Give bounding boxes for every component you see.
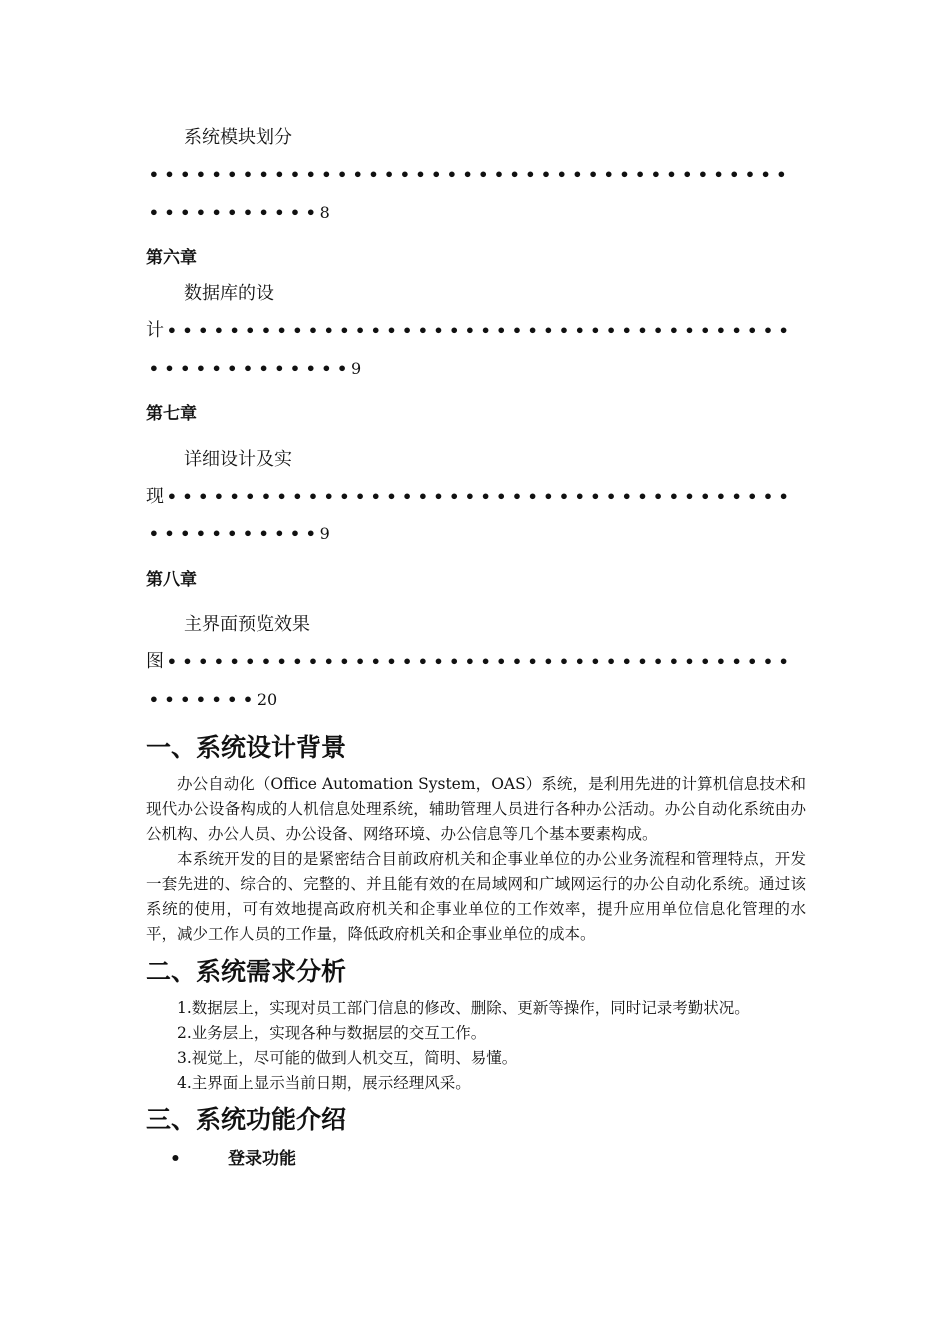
leader-dot: • bbox=[621, 487, 632, 506]
leader-dot: • bbox=[433, 487, 444, 506]
leader-dot: • bbox=[321, 165, 332, 184]
toc-dot-leader bbox=[164, 319, 792, 343]
toc-chapter-label: 第七章 bbox=[146, 404, 197, 424]
toc-leader-line bbox=[146, 650, 792, 674]
leader-dot: • bbox=[274, 165, 285, 184]
leader-dot: • bbox=[762, 487, 774, 506]
leader-dot: • bbox=[637, 321, 648, 340]
toc-dot-leader bbox=[164, 485, 792, 509]
toc-title-continuation: 图 bbox=[146, 651, 164, 672]
leader-dot: • bbox=[229, 652, 240, 671]
leader-dot: • bbox=[431, 165, 442, 184]
leader-dot: • bbox=[684, 487, 695, 506]
leader-dot: • bbox=[574, 487, 585, 506]
requirement-item: 2.业务层上，实现各种与数据层的交互工作。 bbox=[177, 1024, 487, 1042]
leader-dot: • bbox=[574, 321, 585, 340]
leader-dot: • bbox=[211, 524, 222, 543]
leader-dot: • bbox=[731, 487, 742, 506]
leader-dot: • bbox=[511, 321, 523, 340]
leader-dot: • bbox=[260, 652, 272, 671]
leader-dot: • bbox=[605, 487, 617, 506]
toc-title-continuation: 现 bbox=[146, 486, 164, 507]
leader-dot: • bbox=[713, 165, 724, 184]
leader-dot: • bbox=[776, 165, 787, 184]
leader-dot: • bbox=[321, 359, 332, 378]
section-heading-requirements: 二、系统需求分析 bbox=[146, 957, 347, 986]
leader-dot: • bbox=[399, 165, 410, 184]
leader-dot: • bbox=[166, 321, 177, 340]
leader-dot: • bbox=[258, 165, 269, 184]
toc-page-number: 9 bbox=[350, 359, 362, 378]
leader-dot: • bbox=[148, 690, 159, 709]
leader-dot: • bbox=[433, 321, 444, 340]
toc-entry-title: 详细设计及实 bbox=[184, 449, 292, 470]
leader-dot: • bbox=[227, 165, 238, 184]
leader-dot: • bbox=[274, 524, 285, 543]
toc-leader-line-end bbox=[146, 201, 330, 225]
leader-dot: • bbox=[368, 165, 379, 184]
leader-dot: • bbox=[339, 321, 350, 340]
leader-dot: • bbox=[449, 652, 460, 671]
leader-dot: • bbox=[164, 690, 175, 709]
toc-leader-line-end bbox=[146, 522, 330, 546]
feature-label: 登录功能 bbox=[228, 1149, 296, 1169]
leader-dot: • bbox=[540, 165, 552, 184]
leader-dot: • bbox=[402, 487, 413, 506]
leader-dot: • bbox=[260, 321, 272, 340]
leader-dot: • bbox=[700, 321, 711, 340]
leader-dot: • bbox=[180, 165, 191, 184]
leader-dot: • bbox=[166, 652, 177, 671]
leader-dot: • bbox=[195, 690, 207, 709]
leader-dot: • bbox=[323, 321, 334, 340]
leader-dot: • bbox=[682, 165, 693, 184]
leader-dot: • bbox=[274, 203, 285, 222]
section-heading-features: 三、系统功能介绍 bbox=[146, 1105, 347, 1134]
toc-dot-leader bbox=[146, 201, 319, 225]
toc-title-continuation: 计 bbox=[146, 320, 164, 341]
toc-leader-line bbox=[146, 485, 792, 509]
leader-dot: • bbox=[242, 165, 254, 184]
leader-dot: • bbox=[292, 487, 303, 506]
leader-dot: • bbox=[352, 165, 363, 184]
leader-dot: • bbox=[180, 203, 191, 222]
leader-dot: • bbox=[402, 321, 413, 340]
requirement-item: 1.数据层上，实现对员工部门信息的修改、删除、更新等操作，同时记录考勤状况。 bbox=[177, 999, 750, 1017]
leader-dot: • bbox=[668, 321, 679, 340]
leader-dot: • bbox=[227, 690, 238, 709]
leader-dot: • bbox=[245, 487, 256, 506]
leader-dot: • bbox=[370, 487, 381, 506]
leader-dot: • bbox=[148, 359, 159, 378]
leader-dot: • bbox=[198, 321, 209, 340]
leader-dot: • bbox=[558, 487, 570, 506]
leader-dot: • bbox=[198, 652, 209, 671]
leader-dot: • bbox=[747, 652, 758, 671]
leader-dot: • bbox=[164, 359, 175, 378]
leader-dot: • bbox=[527, 321, 538, 340]
leader-dot: • bbox=[715, 652, 727, 671]
leader-dot: • bbox=[148, 203, 159, 222]
leader-dot: • bbox=[305, 165, 316, 184]
leader-dot: • bbox=[417, 487, 428, 506]
leader-dot: • bbox=[729, 165, 740, 184]
leader-dot: • bbox=[292, 321, 303, 340]
leader-dot: • bbox=[242, 690, 254, 709]
leader-dot: • bbox=[715, 487, 727, 506]
leader-dot: • bbox=[653, 652, 664, 671]
leader-dot: • bbox=[180, 359, 191, 378]
leader-dot: • bbox=[213, 652, 225, 671]
leader-dot: • bbox=[242, 203, 254, 222]
toc-leader-line bbox=[146, 163, 789, 187]
leader-dot: • bbox=[603, 165, 614, 184]
leader-dot: • bbox=[323, 487, 334, 506]
leader-dot: • bbox=[637, 487, 648, 506]
leader-dot: • bbox=[242, 524, 254, 543]
leader-dot: • bbox=[195, 524, 207, 543]
leader-dot: • bbox=[289, 524, 301, 543]
leader-dot: • bbox=[762, 321, 774, 340]
leader-dot: • bbox=[496, 652, 507, 671]
leader-dot: • bbox=[211, 359, 222, 378]
leader-dot: • bbox=[305, 359, 316, 378]
leader-dot: • bbox=[307, 487, 319, 506]
leader-dot: • bbox=[307, 321, 319, 340]
leader-dot: • bbox=[415, 165, 426, 184]
leader-dot: • bbox=[213, 487, 225, 506]
toc-page-number: 9 bbox=[319, 524, 330, 543]
leader-dot: • bbox=[543, 487, 554, 506]
toc-dot-leader bbox=[146, 163, 789, 187]
leader-dot: • bbox=[778, 652, 789, 671]
leader-dot: • bbox=[700, 652, 711, 671]
leader-dot: • bbox=[164, 524, 175, 543]
leader-dot: • bbox=[558, 321, 570, 340]
leader-dot: • bbox=[480, 321, 491, 340]
leader-dot: • bbox=[339, 652, 350, 671]
leader-dot: • bbox=[195, 165, 207, 184]
leader-dot: • bbox=[276, 652, 287, 671]
leader-dot: • bbox=[289, 165, 301, 184]
leader-dot: • bbox=[543, 321, 554, 340]
leader-dot: • bbox=[213, 321, 225, 340]
leader-dot: • bbox=[478, 165, 489, 184]
leader-dot: • bbox=[384, 165, 395, 184]
leader-dot: • bbox=[276, 321, 287, 340]
leader-dot: • bbox=[164, 203, 175, 222]
leader-dot: • bbox=[386, 652, 397, 671]
leader-dot: • bbox=[195, 359, 207, 378]
leader-dot: • bbox=[433, 652, 444, 671]
paragraph: 办公自动化（Office Automation System，OAS）系统，是利用先进的计算机信息技术和现代办公设备构成的人机信息处理系统，辅助管理人员进行各种办公活动。办公自动化系统由办公机构、办公人员、办公设备、网络环境、办公信息等几个基本要素构成。 bbox=[146, 775, 806, 843]
leader-dot: • bbox=[762, 652, 774, 671]
leader-dot: • bbox=[148, 524, 159, 543]
leader-dot: • bbox=[258, 524, 269, 543]
leader-dot: • bbox=[182, 487, 193, 506]
requirement-item: 3.视觉上，尽可能的做到人机交互，简明、易懂。 bbox=[177, 1049, 518, 1067]
leader-dot: • bbox=[464, 652, 476, 671]
leader-dot: • bbox=[666, 165, 677, 184]
leader-dot: • bbox=[276, 487, 287, 506]
leader-dot: • bbox=[198, 487, 209, 506]
leader-dot: • bbox=[511, 652, 523, 671]
toc-entry-title: 系统模块划分 bbox=[184, 127, 292, 148]
leader-dot: • bbox=[417, 652, 428, 671]
leader-dot: • bbox=[245, 652, 256, 671]
leader-dot: • bbox=[258, 359, 269, 378]
leader-dot: • bbox=[446, 165, 458, 184]
leader-dot: • bbox=[336, 359, 348, 378]
leader-dot: • bbox=[668, 652, 679, 671]
leader-dot: • bbox=[493, 165, 505, 184]
leader-dot: • bbox=[354, 487, 366, 506]
leader-dot: • bbox=[227, 203, 238, 222]
toc-chapter-label: 第六章 bbox=[146, 248, 197, 268]
toc-leader-line-end bbox=[146, 688, 277, 712]
leader-dot: • bbox=[480, 652, 491, 671]
leader-dot: • bbox=[229, 321, 240, 340]
leader-dot: • bbox=[464, 321, 476, 340]
leader-dot: • bbox=[307, 652, 319, 671]
leader-dot: • bbox=[289, 359, 301, 378]
leader-dot: • bbox=[747, 321, 758, 340]
leader-dot: • bbox=[258, 203, 269, 222]
leader-dot: • bbox=[668, 487, 679, 506]
leader-dot: • bbox=[242, 359, 254, 378]
leader-dot: • bbox=[587, 165, 599, 184]
leader-dot: • bbox=[462, 165, 473, 184]
toc-entry-title: 数据库的设 bbox=[184, 283, 274, 304]
leader-dot: • bbox=[697, 165, 709, 184]
leader-dot: • bbox=[590, 487, 601, 506]
leader-dot: • bbox=[195, 203, 207, 222]
paragraph: 本系统开发的目的是紧密结合目前政府机关和企事业单位的办公业务流程和管理特点，开发一套先进的、综合的、完整的、并且能有效的在局域网和广域网运行的办公自动化系统。通过该系统的使用，可有效地提高政府机关和企事业单位的工作效率，提升应用单位信息化管理的水平，减少工作人员的工作量，降低政府机关和企事业单位的成本。 bbox=[146, 850, 806, 943]
leader-dot: • bbox=[572, 165, 583, 184]
leader-dot: • bbox=[245, 321, 256, 340]
leader-dot: • bbox=[778, 487, 789, 506]
leader-dot: • bbox=[211, 165, 222, 184]
leader-dot: • bbox=[511, 487, 523, 506]
toc-page-number: 20 bbox=[256, 690, 278, 709]
leader-dot: • bbox=[605, 321, 617, 340]
leader-dot: • bbox=[527, 487, 538, 506]
leader-dot: • bbox=[449, 321, 460, 340]
leader-dot: • bbox=[700, 487, 711, 506]
toc-leader-line bbox=[146, 319, 792, 343]
leader-dot: • bbox=[402, 652, 413, 671]
leader-dot: • bbox=[556, 165, 567, 184]
leader-dot: • bbox=[386, 321, 397, 340]
leader-dot: • bbox=[635, 165, 646, 184]
leader-dot: • bbox=[292, 652, 303, 671]
leader-dot: • bbox=[164, 165, 175, 184]
leader-dot: • bbox=[370, 321, 381, 340]
requirement-item: 4.主界面上显示当前日期，展示经理风采。 bbox=[177, 1074, 471, 1092]
leader-dot: • bbox=[227, 524, 238, 543]
leader-dot: • bbox=[227, 359, 238, 378]
leader-dot: • bbox=[229, 487, 240, 506]
toc-page-number: 8 bbox=[319, 203, 330, 222]
leader-dot: • bbox=[496, 321, 507, 340]
toc-leader-line-end bbox=[146, 357, 361, 381]
toc-entry-title: 主界面预览效果 bbox=[184, 614, 310, 635]
leader-dot: • bbox=[180, 690, 191, 709]
toc-chapter-label: 第八章 bbox=[146, 570, 197, 590]
leader-dot: • bbox=[496, 487, 507, 506]
leader-dot: • bbox=[289, 203, 301, 222]
leader-dot: • bbox=[260, 487, 272, 506]
leader-dot: • bbox=[182, 652, 193, 671]
leader-dot: • bbox=[527, 652, 538, 671]
leader-dot: • bbox=[417, 321, 428, 340]
leader-dot: • bbox=[760, 165, 771, 184]
leader-dot: • bbox=[305, 203, 316, 222]
leader-dot: • bbox=[211, 203, 222, 222]
leader-dot: • bbox=[148, 165, 159, 184]
leader-dot: • bbox=[653, 487, 664, 506]
leader-dot: • bbox=[180, 524, 191, 543]
leader-dot: • bbox=[449, 487, 460, 506]
leader-dot: • bbox=[211, 690, 222, 709]
leader-dot: • bbox=[778, 321, 789, 340]
leader-dot: • bbox=[370, 652, 381, 671]
leader-dot: • bbox=[744, 165, 756, 184]
leader-dot: • bbox=[590, 321, 601, 340]
leader-dot: • bbox=[525, 165, 536, 184]
leader-dot: • bbox=[386, 487, 397, 506]
leader-dot: • bbox=[621, 652, 632, 671]
section-heading-background: 一、系统设计背景 bbox=[146, 733, 347, 762]
leader-dot: • bbox=[543, 652, 554, 671]
leader-dot: • bbox=[305, 524, 316, 543]
leader-dot: • bbox=[166, 487, 177, 506]
leader-dot: • bbox=[354, 652, 366, 671]
leader-dot: • bbox=[323, 652, 334, 671]
leader-dot: • bbox=[274, 359, 285, 378]
toc-dot-leader bbox=[164, 650, 792, 674]
leader-dot: • bbox=[509, 165, 520, 184]
leader-dot: • bbox=[480, 487, 491, 506]
feature-bullet-item bbox=[170, 1147, 296, 1171]
leader-dot: • bbox=[715, 321, 727, 340]
toc-dot-leader bbox=[146, 357, 350, 381]
leader-dot: • bbox=[684, 652, 695, 671]
leader-dot: • bbox=[731, 652, 742, 671]
toc-dot-leader bbox=[146, 522, 319, 546]
leader-dot: • bbox=[558, 652, 570, 671]
leader-dot: • bbox=[339, 487, 350, 506]
leader-dot: • bbox=[182, 321, 193, 340]
leader-dot: • bbox=[590, 652, 601, 671]
leader-dot: • bbox=[684, 321, 695, 340]
leader-dot: • bbox=[464, 487, 476, 506]
leader-dot: • bbox=[574, 652, 585, 671]
leader-dot: • bbox=[747, 487, 758, 506]
leader-dot: • bbox=[653, 321, 664, 340]
leader-dot: • bbox=[637, 652, 648, 671]
leader-dot: • bbox=[605, 652, 617, 671]
leader-dot: • bbox=[336, 165, 348, 184]
bullet-icon: • bbox=[170, 1149, 181, 1169]
leader-dot: • bbox=[731, 321, 742, 340]
leader-dot: • bbox=[354, 321, 366, 340]
leader-dot: • bbox=[619, 165, 630, 184]
leader-dot: • bbox=[650, 165, 661, 184]
toc-dot-leader bbox=[146, 688, 256, 712]
leader-dot: • bbox=[621, 321, 632, 340]
